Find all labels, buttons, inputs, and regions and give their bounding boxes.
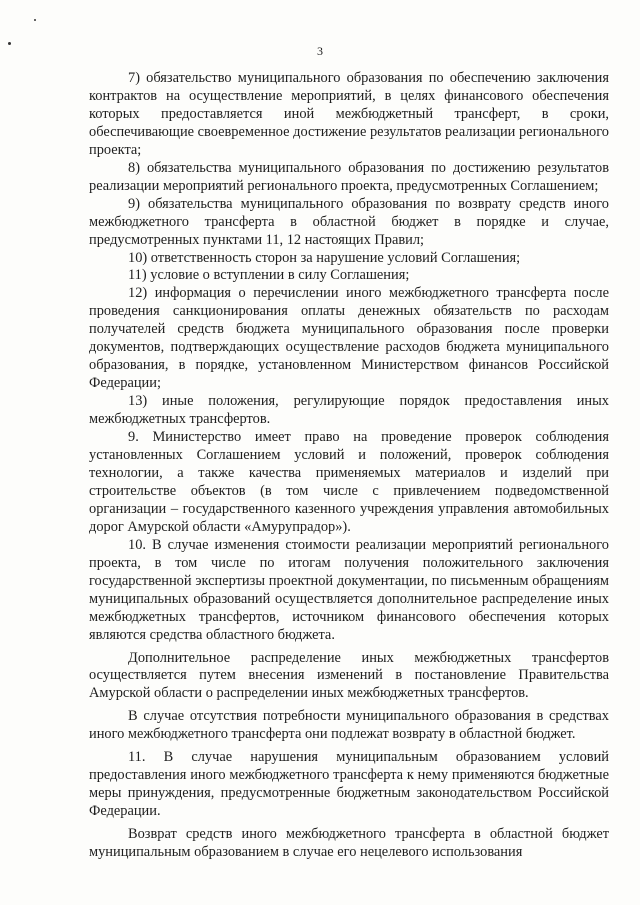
paragraph-clause-9: 9. Министерство имеет право на проведение проверок соблюдения установленных Соглашением условий и положений, проверок соблюдения технологии, а также качества применяемых материалов и изделий при строительстве объектов (в том числе с привлечением подведомственной организации – государственного казенного учреждения управления автомобильных дорог Амурской области «Амурупрадор»). bbox=[89, 429, 609, 535]
paragraph-refund-unused: В случае отсутствия потребности муниципального образования в средствах иного межбюджетного трансферта они подлежат возврату в областной бюджет. bbox=[89, 708, 609, 743]
paragraph-item-12: 12) информация о перечислении иного межбюджетного трансферта после проведения санкционирования оплаты денежных обязательств по расходам получателей средств бюджета муниципального образования после проверки документов, подтверждающих осуществление расходов бюджета муниципального образования, в порядке, установленном Министерством финансов Российской Федерации; bbox=[89, 285, 609, 392]
paragraph-clause-11: 11. В случае нарушения муниципальным образованием условий предоставления иного межбюджетного трансферта к нему применяются бюджетные меры принуждения, предусмотренные бюджетным законодательством Российской Федерации. bbox=[89, 749, 609, 820]
paragraph-item-9: 9) обязательства муниципального образования по возврату средств иного межбюджетного трансферта в областной бюджет в порядке и случае, предусмотренных пунктами 11, 12 настоящих Правил; bbox=[89, 195, 609, 248]
paragraph-item-7: 7) обязательство муниципального образования по обеспечению заключения контрактов на осуществление мероприятий, в целях финансового обеспечения которых предоставляется иной межбюджетный трансферт, в сроки, обеспечивающие своевременное достижение результатов реализации регионального проекта; bbox=[89, 70, 609, 158]
paragraph-item-10: 10) ответственность сторон за нарушение условий Соглашения; bbox=[128, 249, 521, 266]
scan-speck bbox=[34, 19, 36, 21]
paragraph-additional-distribution: Дополнительное распределение иных межбюджетных трансфертов осуществляется путем внесения изменений в постановление Правительства Амурской области о распределении иных межбюджетных трансфертов. bbox=[89, 649, 609, 702]
paragraph-clause-10: 10. В случае изменения стоимости реализации мероприятий регионального проекта, в том числе по итогам получения положительного заключения государственной экспертизы проектной документации, по письменным обращениям муниципальных образований осуществляется дополнительное распределение иных межбюджетных трансфертов, источником финансового обеспечения которых являются средства областного бюджета. bbox=[89, 536, 609, 643]
document-body bbox=[89, 70, 609, 862]
paragraph-item-13: 13) иные положения, регулирующие порядок предоставления иных межбюджетных трансфертов. bbox=[89, 393, 609, 428]
paragraph-item-11: 11) условие о вступлении в силу Соглашения; bbox=[128, 267, 410, 284]
paragraph-item-8: 8) обязательства муниципального образования по достижению результатов реализации мероприятий регионального проекта, предусмотренных Соглашением; bbox=[89, 159, 609, 194]
paragraph-refund-misuse: Возврат средств иного межбюджетного трансферта в областной бюджет муниципальным образованием в случае его нецелевого использования bbox=[89, 826, 609, 861]
page-number: 3 bbox=[317, 44, 323, 58]
